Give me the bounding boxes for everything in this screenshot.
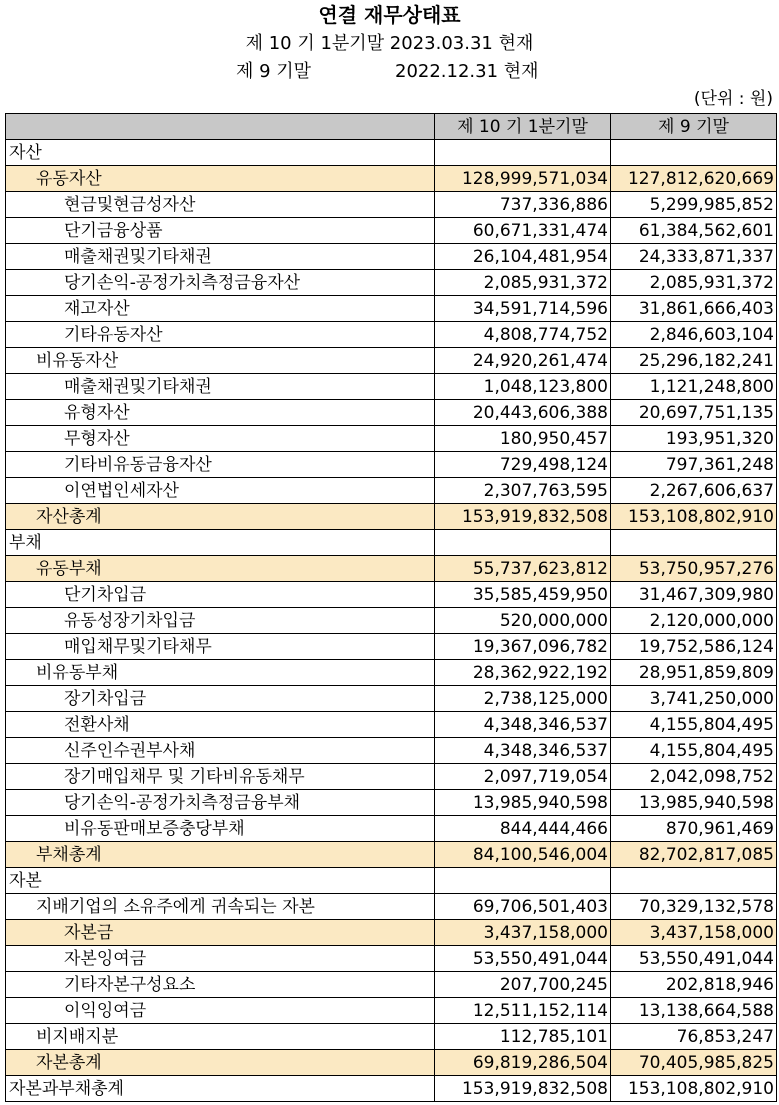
account-name-cell: 자본과부채총계 <box>6 1076 435 1102</box>
statement-title: 연결 재무상태표 <box>318 3 461 27</box>
unit-label: (단위 : 원) <box>693 89 773 109</box>
previous-period-value: 28,951,859,809 <box>611 660 777 686</box>
account-name-cell: 당기손익-공정가치측정금융자산 <box>6 270 435 296</box>
account-name-cell: 자본 <box>6 868 435 894</box>
account-name-cell: 부채총계 <box>6 842 435 868</box>
table-row <box>6 478 777 504</box>
column-header-current: 제 10 기 1분기말 <box>435 114 611 140</box>
previous-period-value: 20,697,751,135 <box>611 400 777 426</box>
account-name-cell: 매출채권및기타채권 <box>6 374 435 400</box>
current-period-value: 13,985,940,598 <box>435 790 611 816</box>
previous-period-value: 3,437,158,000 <box>611 920 777 946</box>
table-row <box>6 530 777 556</box>
account-name-cell: 현금및현금성자산 <box>6 192 435 218</box>
current-period-value: 4,808,774,752 <box>435 322 611 348</box>
previous-period-value: 25,296,182,241 <box>611 348 777 374</box>
balance-sheet-table <box>5 113 777 1102</box>
table-row <box>6 660 777 686</box>
previous-period-value: 153,108,802,910 <box>611 504 777 530</box>
account-name-cell: 단기차입금 <box>6 582 435 608</box>
current-period-value: 153,919,832,508 <box>435 504 611 530</box>
account-name-cell: 자산 <box>6 140 435 166</box>
table-header-row <box>6 114 777 140</box>
table-row <box>6 296 777 322</box>
table-row <box>6 140 777 166</box>
table-row <box>6 894 777 920</box>
table-row <box>6 348 777 374</box>
table-row <box>6 166 777 192</box>
table-row <box>6 972 777 998</box>
current-period-value: 53,550,491,044 <box>435 946 611 972</box>
account-name-cell: 매출채권및기타채권 <box>6 244 435 270</box>
previous-period-value: 24,333,871,337 <box>611 244 777 270</box>
current-period-value: 2,085,931,372 <box>435 270 611 296</box>
table-body <box>6 140 777 1102</box>
account-name-cell: 자본금 <box>6 920 435 946</box>
account-name-cell: 이연법인세자산 <box>6 478 435 504</box>
table-row <box>6 686 777 712</box>
previous-period-value: 13,138,664,588 <box>611 998 777 1024</box>
table-row <box>6 1050 777 1076</box>
account-name-cell: 유동성장기차입금 <box>6 608 435 634</box>
account-name-cell: 비유동자산 <box>6 348 435 374</box>
account-name-cell: 기타유동자산 <box>6 322 435 348</box>
previous-period-value: 61,384,562,601 <box>611 218 777 244</box>
account-name-cell: 자본총계 <box>6 1050 435 1076</box>
current-period-value: 844,444,466 <box>435 816 611 842</box>
table-row <box>6 634 777 660</box>
account-name-cell: 장기차입금 <box>6 686 435 712</box>
previous-period-value: 4,155,804,495 <box>611 738 777 764</box>
account-name-cell: 전환사채 <box>6 712 435 738</box>
table-row <box>6 1024 777 1050</box>
account-name-cell: 매입채무및기타채무 <box>6 634 435 660</box>
current-period-value: 34,591,714,596 <box>435 296 611 322</box>
current-period-value: 2,307,763,595 <box>435 478 611 504</box>
previous-period-value: 70,329,132,578 <box>611 894 777 920</box>
previous-period-value: 70,405,985,825 <box>611 1050 777 1076</box>
table-row <box>6 608 777 634</box>
account-name-cell: 무형자산 <box>6 426 435 452</box>
previous-period-value: 31,467,309,980 <box>611 582 777 608</box>
previous-period-value <box>611 140 777 166</box>
current-period-value: 12,511,152,114 <box>435 998 611 1024</box>
current-period-value: 60,671,331,474 <box>435 218 611 244</box>
table-row <box>6 504 777 530</box>
table-row <box>6 816 777 842</box>
previous-period-value: 2,267,606,637 <box>611 478 777 504</box>
table-row <box>6 998 777 1024</box>
previous-period-value: 2,846,603,104 <box>611 322 777 348</box>
account-name-cell: 부채 <box>6 530 435 556</box>
table-row <box>6 400 777 426</box>
previous-period-value: 870,961,469 <box>611 816 777 842</box>
table-row <box>6 920 777 946</box>
current-period-value: 24,920,261,474 <box>435 348 611 374</box>
previous-period-value: 127,812,620,669 <box>611 166 777 192</box>
column-header-previous: 제 9 기말 <box>611 114 777 140</box>
table-row <box>6 452 777 478</box>
table-row <box>6 426 777 452</box>
account-name-cell: 당기손익-공정가치측정금융부채 <box>6 790 435 816</box>
table-row <box>6 868 777 894</box>
current-period-value <box>435 530 611 556</box>
account-name-cell: 이익잉여금 <box>6 998 435 1024</box>
previous-period-value: 5,299,985,852 <box>611 192 777 218</box>
previous-period-value: 193,951,320 <box>611 426 777 452</box>
current-period-value: 729,498,124 <box>435 452 611 478</box>
current-period-value: 128,999,571,034 <box>435 166 611 192</box>
account-name-cell: 단기금융상품 <box>6 218 435 244</box>
table-row <box>6 270 777 296</box>
current-period-value: 207,700,245 <box>435 972 611 998</box>
period-previous-label: 제 9 기말 <box>236 61 312 82</box>
previous-period-value: 4,155,804,495 <box>611 712 777 738</box>
previous-period-value: 202,818,946 <box>611 972 777 998</box>
previous-period-value: 2,120,000,000 <box>611 608 777 634</box>
current-period-value: 26,104,481,954 <box>435 244 611 270</box>
table-row <box>6 712 777 738</box>
account-name-cell: 유동자산 <box>6 166 435 192</box>
account-name-cell: 신주인수권부사채 <box>6 738 435 764</box>
account-name-cell: 비지배지분 <box>6 1024 435 1050</box>
table-row <box>6 582 777 608</box>
current-period-value: 28,362,922,192 <box>435 660 611 686</box>
table-row <box>6 842 777 868</box>
current-period-value: 4,348,346,537 <box>435 712 611 738</box>
current-period-value <box>435 868 611 894</box>
period-previous-date: 2022.12.31 현재 <box>395 61 539 82</box>
account-name-cell: 재고자산 <box>6 296 435 322</box>
table-row <box>6 556 777 582</box>
account-name-cell: 기타자본구성요소 <box>6 972 435 998</box>
table-row <box>6 218 777 244</box>
account-name-cell: 자산총계 <box>6 504 435 530</box>
column-header-account <box>6 114 435 140</box>
account-name-cell: 유형자산 <box>6 400 435 426</box>
current-period-value: 69,706,501,403 <box>435 894 611 920</box>
current-period-value: 20,443,606,388 <box>435 400 611 426</box>
current-period-value: 19,367,096,782 <box>435 634 611 660</box>
period-current: 제 10 기 1분기말 2023.03.31 현재 <box>245 33 534 54</box>
account-name-cell: 비유동판매보증충당부채 <box>6 816 435 842</box>
account-name-cell: 장기매입채무 및 기타비유동채무 <box>6 764 435 790</box>
account-name-cell: 유동부채 <box>6 556 435 582</box>
table-row <box>6 738 777 764</box>
table-row <box>6 1076 777 1102</box>
previous-period-value: 3,741,250,000 <box>611 686 777 712</box>
previous-period-value: 2,042,098,752 <box>611 764 777 790</box>
table-row <box>6 192 777 218</box>
table-row <box>6 790 777 816</box>
previous-period-value: 53,550,491,044 <box>611 946 777 972</box>
previous-period-value: 76,853,247 <box>611 1024 777 1050</box>
table-row <box>6 322 777 348</box>
previous-period-value: 153,108,802,910 <box>611 1076 777 1102</box>
current-period-value: 35,585,459,950 <box>435 582 611 608</box>
previous-period-value <box>611 530 777 556</box>
current-period-value: 4,348,346,537 <box>435 738 611 764</box>
table-row <box>6 764 777 790</box>
current-period-value: 55,737,623,812 <box>435 556 611 582</box>
current-period-value: 2,097,719,054 <box>435 764 611 790</box>
current-period-value: 69,819,286,504 <box>435 1050 611 1076</box>
previous-period-value: 82,702,817,085 <box>611 842 777 868</box>
previous-period-value: 797,361,248 <box>611 452 777 478</box>
account-name-cell: 지배기업의 소유주에게 귀속되는 자본 <box>6 894 435 920</box>
table-row <box>6 374 777 400</box>
account-name-cell: 기타비유동금융자산 <box>6 452 435 478</box>
previous-period-value: 53,750,957,276 <box>611 556 777 582</box>
current-period-value: 153,919,832,508 <box>435 1076 611 1102</box>
current-period-value: 1,048,123,800 <box>435 374 611 400</box>
account-name-cell: 비유동부채 <box>6 660 435 686</box>
previous-period-value: 19,752,586,124 <box>611 634 777 660</box>
current-period-value <box>435 140 611 166</box>
previous-period-value: 1,121,248,800 <box>611 374 777 400</box>
table-row <box>6 244 777 270</box>
table-row <box>6 946 777 972</box>
current-period-value: 3,437,158,000 <box>435 920 611 946</box>
previous-period-value: 2,085,931,372 <box>611 270 777 296</box>
account-name-cell: 자본잉여금 <box>6 946 435 972</box>
current-period-value: 520,000,000 <box>435 608 611 634</box>
current-period-value: 180,950,457 <box>435 426 611 452</box>
current-period-value: 2,738,125,000 <box>435 686 611 712</box>
current-period-value: 112,785,101 <box>435 1024 611 1050</box>
current-period-value: 84,100,546,004 <box>435 842 611 868</box>
previous-period-value <box>611 868 777 894</box>
previous-period-value: 13,985,940,598 <box>611 790 777 816</box>
previous-period-value: 31,861,666,403 <box>611 296 777 322</box>
current-period-value: 737,336,886 <box>435 192 611 218</box>
